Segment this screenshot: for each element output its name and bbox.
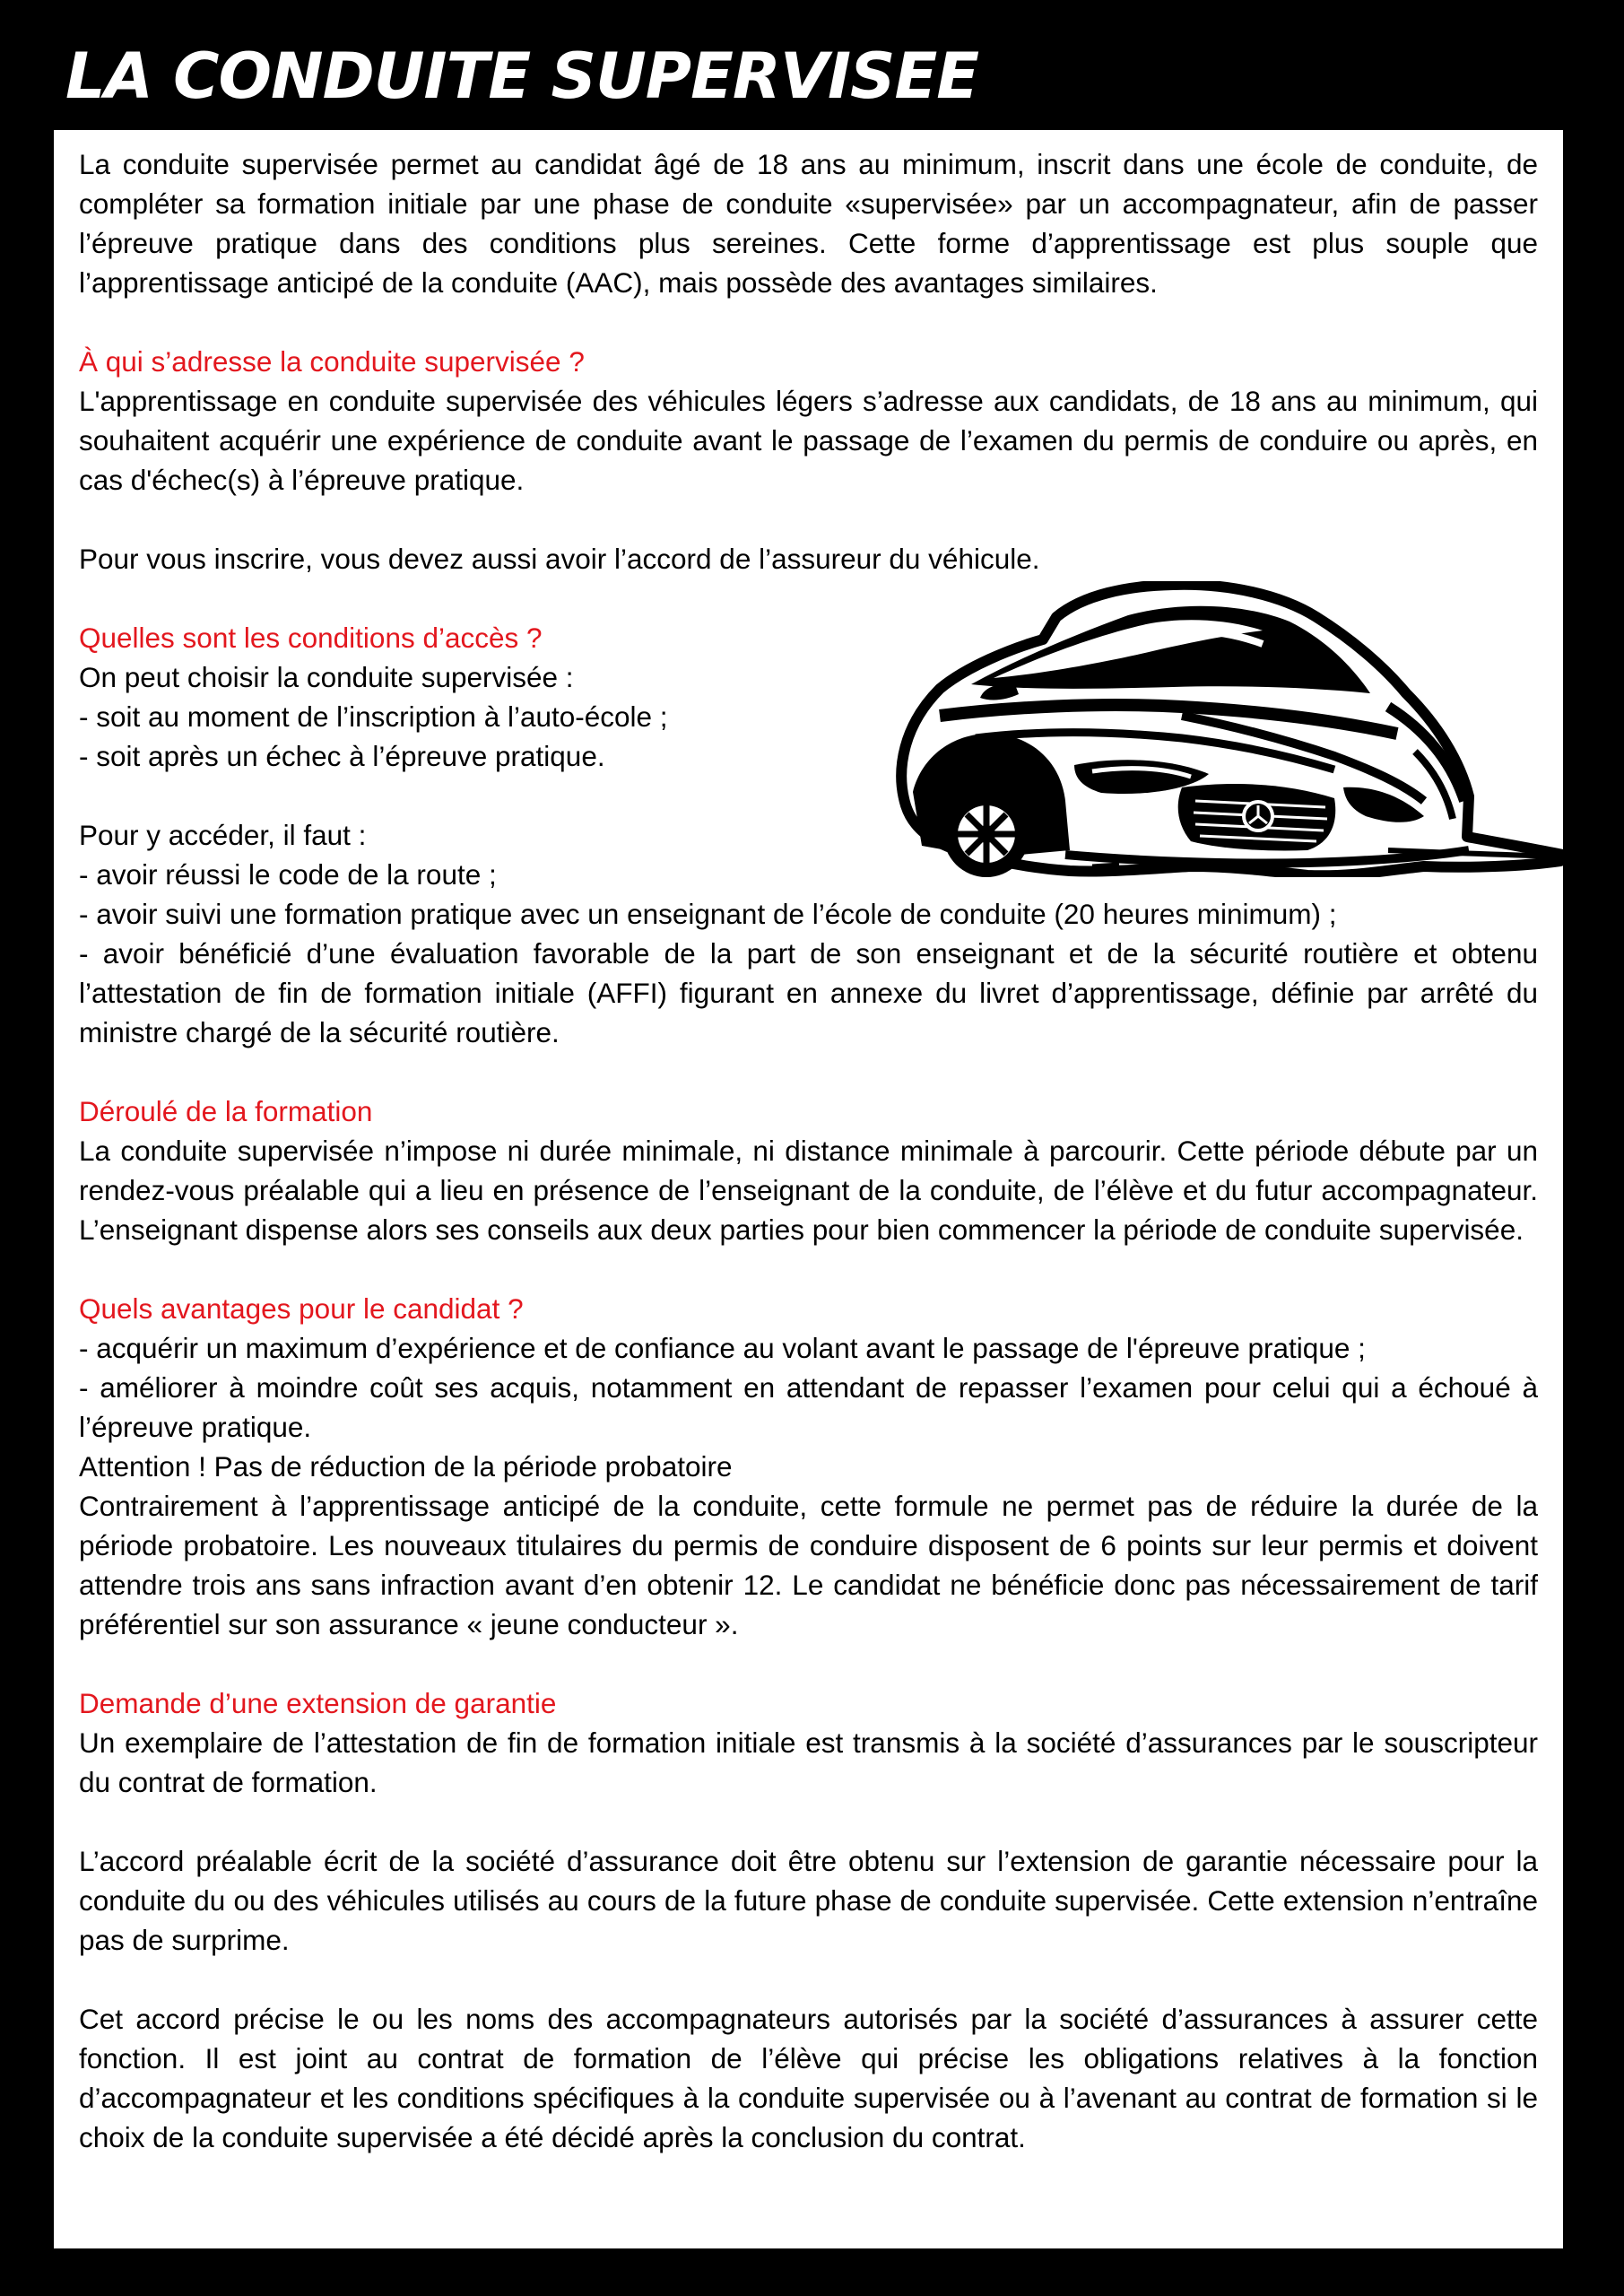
heading-extension: Demande d’une extension de garantie (79, 1687, 557, 1719)
insurer-paragraph: Pour vous inscrire, vous devez aussi avoir l’accord de l’assureur du véhicule. (79, 543, 1040, 575)
list-item: - avoir bénéficié d’une évaluation favorable de la part de son enseignant et de la sécurité routière et obtenu l’attestation de fin de formation initiale (AFFI) figurant en annexe du livret d’apprentissage, définie par arrêté du ministre chargé de la sécurité routière. (79, 937, 1538, 1048)
heading-advantages: Quels avantages pour le candidat ? (79, 1292, 524, 1325)
heading-formation: Déroulé de la formation (79, 1095, 373, 1127)
intro-paragraph: La conduite supervisée permet au candidat âgé de 18 ans au minimum, inscrit dans une école de conduite, de compléter sa formation initiale par une phase de conduite «supervisée» par un accompagnateur, afin de passer l’épreuve pratique dans des conditions plus sereines. Cette forme d’apprentissage est plus souple que l’apprentissage anticipé de la conduite (AAC), mais possède des avantages similaires. (79, 148, 1538, 299)
list-item: - soit après un échec à l’épreuve pratique. (79, 740, 605, 772)
extension-paragraph-2: L’accord préalable écrit de la société d’assurance doit être obtenu sur l’extension de garantie nécessaire pour la conduite du ou des véhicules utilisés au cours de la future phase de conduite supervisée. Cette extension n’entraîne pas de surprime. (79, 1845, 1538, 1956)
requirements-intro: Pour y accéder, il faut : (79, 819, 367, 851)
list-item: - soit au moment de l’inscription à l’auto-école ; (79, 700, 668, 733)
conditions-intro: On peut choisir la conduite supervisée : (79, 661, 574, 693)
article-body (79, 144, 1538, 2157)
list-item: - avoir réussi le code de la route ; (79, 858, 497, 891)
attention-line: Attention ! Pas de réduction de la période probatoire (79, 1450, 733, 1483)
list-item: - améliorer à moindre coût ses acquis, notamment en attendant de repasser l’examen pour celui qui a échoué à l’épreuve pratique. (79, 1371, 1538, 1443)
content-panel (54, 130, 1563, 2248)
page-header (0, 0, 1624, 130)
page-title: LA CONDUITE SUPERVISEE (65, 39, 979, 113)
list-item: - avoir suivi une formation pratique avec un enseignant de l’école de conduite (20 heures minimum) ; (79, 898, 1337, 930)
heading-audience: À qui s’adresse la conduite supervisée ? (79, 345, 585, 378)
audience-paragraph: L'apprentissage en conduite supervisée des véhicules légers s’adresse aux candidats, de 18 ans au minimum, qui souhaitent acquérir une expérience de conduite avant le passage de l’examen du permis de conduire ou après, en cas d'échec(s) à l’épreuve pratique. (79, 385, 1538, 496)
formation-paragraph: La conduite supervisée n’impose ni durée minimale, ni distance minimale à parcourir. Cette période débute par un rendez-vous préalable qui a lieu en présence de l’enseignant de la conduite, de l’élève et du futur accompagnateur. L’enseignant dispense alors ses conseils aux deux parties pour bien commencer la période de conduite supervisée. (79, 1135, 1538, 1246)
extension-paragraph-1: Un exemplaire de l’attestation de fin de formation initiale est transmis à la société d’assurances par le souscripteur du contrat de formation. (79, 1726, 1538, 1798)
extension-paragraph-3: Cet accord précise le ou les noms des accompagnateurs autorisés par la société d’assurances à assurer cette fonction. Il est joint au contrat de formation de l’élève qui précise les obligations relatives à la fonction d’accompagnateur et les conditions spécifiques à la conduite supervisée ou à l’avenant au contrat de formation si le choix de la conduite supervisée a été décidé après la conclusion du contrat. (79, 2003, 1538, 2153)
list-item: - acquérir un maximum d’expérience et de confiance au volant avant le passage de l'épreuve pratique ; (79, 1332, 1366, 1364)
heading-conditions: Quelles sont les conditions d’accès ? (79, 622, 543, 654)
probation-paragraph: Contrairement à l’apprentissage anticipé de la conduite, cette formule ne permet pas de réduire la durée de la période probatoire. Les nouveaux titulaires du permis de conduire disposent de 6 points sur leur permis et doivent attendre trois ans sans infraction avant d’en obtenir 12. Le candidat ne bénéficie donc pas nécessairement de tarif préférentiel sur son assurance « jeune conducteur ». (79, 1490, 1538, 1640)
